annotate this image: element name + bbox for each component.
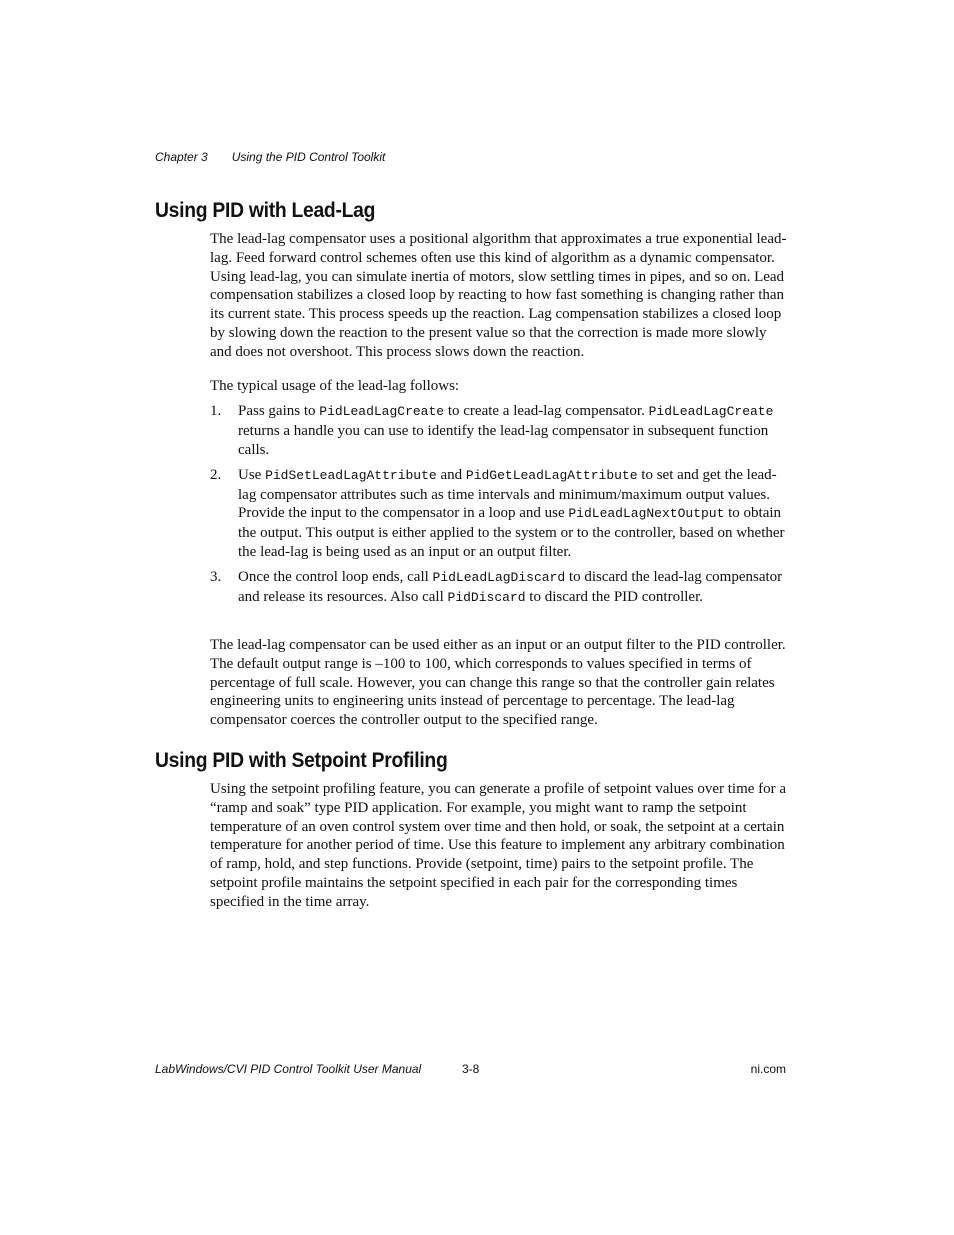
chapter-title: Using the PID Control Toolkit [231,150,386,164]
section-heading-lead-lag: Using PID with Lead-Lag [155,199,376,222]
section-heading-setpoint-profiling: Using PID with Setpoint Profiling [155,749,448,772]
function-name-code: PidLeadLagDiscard [432,570,566,586]
lead-lag-usage-intro: The typical usage of the lead-lag follows: [210,378,460,394]
setpoint-profiling-paragraph: Using the setpoint profiling feature, you can generate a profile of setpoint values over time for a “ramp and soak” type PID application. For example, you might want to ramp the setpoint temperature of an oven control system over time and then hold, or soak, the setpoint at a certain temperature for another period of time. Use this feature to implement any arbitrary combination of ramp, hold, and step functions. Provide (setpoint, time) pairs to the setpoint profile. The setpoint profile maintains the setpoint specified in each pair for the corresponding times specified in the time array. [210,781,787,910]
footer-page-number: 3-8 [462,1062,480,1076]
list-item-step-3 [210,568,788,608]
list-item-step-2 [210,466,788,562]
step-text: to set and get the lead-lag compensator attributes such as time intervals and minimum/maximum output values. Provide the input to the compensator in a loop and use [238,466,777,522]
step-text: Use [238,466,266,483]
step-text: and [436,466,466,483]
step-text: returns a handle you can use to identify the lead-lag compensator in subsequent function calls. [238,422,769,458]
list-item-step-1 [210,402,788,459]
step-number: 2. [210,466,222,483]
step-text: to obtain the output. This output is either applied to the system or to the controller, based on whether the lead-lag is being used as an input or an output filter. [238,505,785,561]
running-header [155,150,385,164]
footer-site-link: ni.com [750,1062,786,1076]
function-name-code: PidDiscard [447,590,526,606]
step-text: Pass gains to [238,403,320,419]
step-number: 3. [210,569,222,586]
step-text: to discard the lead-lag compensator and release its resources. Also call [238,569,783,606]
lead-lag-filter-paragraph: The lead-lag compensator can be used either as an input or an output filter to the PID controller. The default output range is –100 to 100, which corresponds to values specified in terms of percentage of full scale. However, you can change this range so that the controller gain relates engineering units to engineering units instead of percentage to percentage. The lead-lag compensator coerces the controller output to the specified range. [210,637,786,729]
step-text: to create a lead-lag compensator. [444,403,649,419]
function-name-code: PidGetLeadLagAttribute [465,467,638,483]
chapter-number: Chapter 3 [155,150,208,164]
function-name-code: PidLeadLagCreate [319,404,445,419]
footer-manual-title: LabWindows/CVI PID Control Toolkit User Manual [155,1062,422,1076]
step-text: to discard the PID controller. [525,589,703,606]
lead-lag-intro-paragraph: The lead-lag compensator uses a positional algorithm that approximates a true exponential lead-lag. Feed forward control schemes often use this kind of algorithm as a dynamic compensator. Using lead-lag, you can simulate inertia of motors, slow settling times in pipes, and so on. Lead compensation stabilizes a closed loop by reacting to how fast something is changing rather than its current state. This process speeds up the reaction. Lag compensation stabilizes a closed loop by slowing down the reaction to the present value so that the correction is made more slowly and does not overshoot. This process slows down the reaction. [210,231,787,360]
lead-lag-steps-list [210,402,788,614]
step-text: Once the control loop ends, call [238,569,433,586]
step-number: 1. [210,403,222,419]
function-name-code: PidLeadLagNextOutput [568,506,725,522]
function-name-code: PidLeadLagCreate [648,404,774,419]
function-name-code: PidSetLeadLagAttribute [265,467,437,483]
